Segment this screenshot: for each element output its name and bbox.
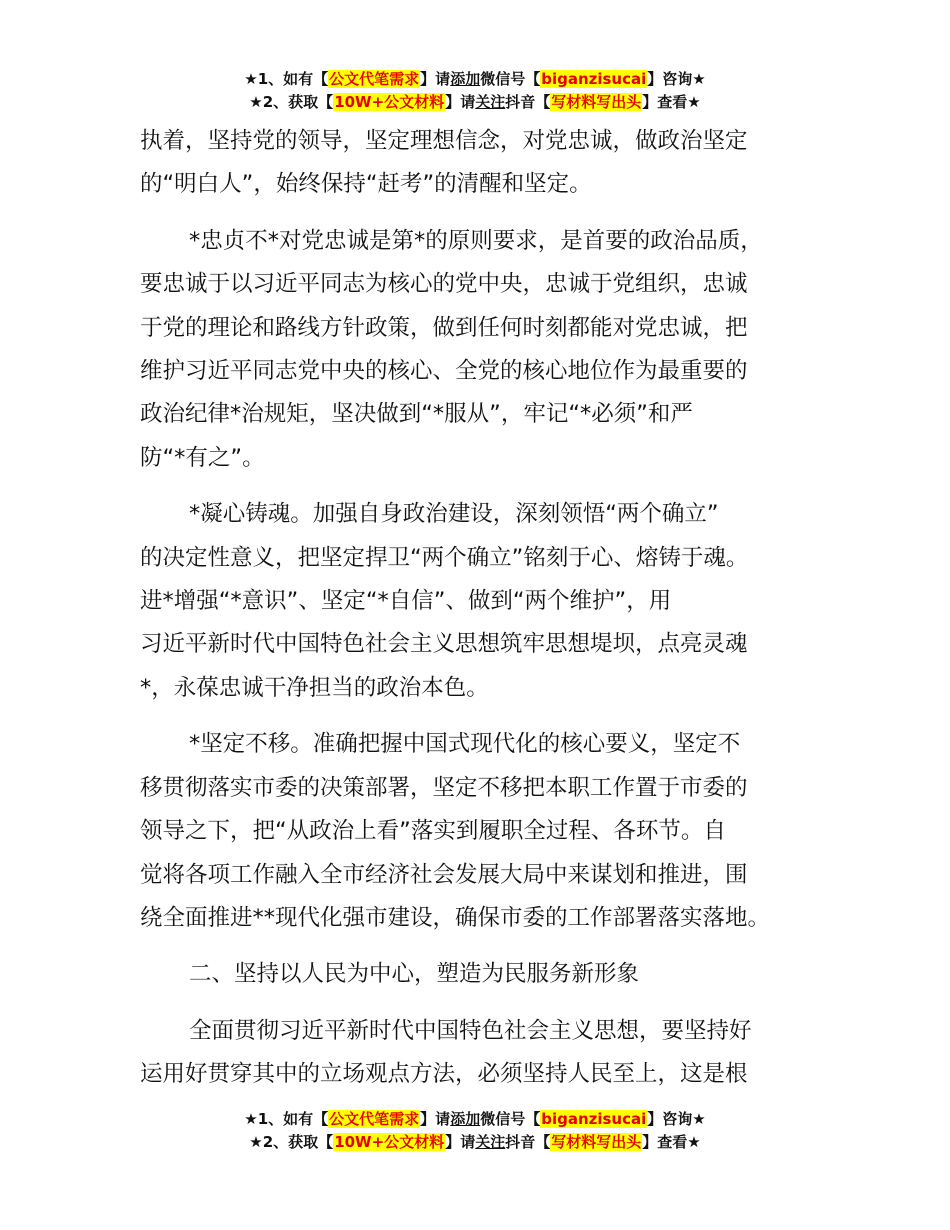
banner-line-1 bbox=[0, 68, 950, 91]
highlight-wechat-id: biganzisucai bbox=[541, 70, 647, 88]
highlight-materials: 10W+公文材料 bbox=[334, 93, 445, 111]
paragraph bbox=[140, 120, 830, 207]
footer-banner bbox=[0, 1108, 950, 1154]
banner-text: 】咨询★ bbox=[647, 70, 706, 88]
highlight-service: 公文代笔需求 bbox=[329, 1110, 420, 1128]
text-line: 的“明白人”，始终保持“赶考”的清醒和坚定。 bbox=[140, 171, 592, 198]
highlight-wechat-id: biganzisucai bbox=[541, 1110, 647, 1128]
underlined-text: 关注 bbox=[475, 1133, 506, 1151]
highlight-materials: 10W+公文材料 bbox=[334, 1133, 445, 1151]
text-line: 觉将各项工作融入全市经济社会发展大局中来谋划和推进，围 bbox=[140, 861, 748, 888]
banner-text: 抖音【 bbox=[505, 93, 551, 111]
text-line: 政治纪律*治规矩，坚决做到“*服从”，牢记“*必须”和严 bbox=[140, 401, 693, 428]
underlined-text: 添加 bbox=[450, 1110, 481, 1128]
paragraph bbox=[140, 723, 830, 940]
underlined-text: 关注 bbox=[475, 93, 506, 111]
banner-text: 】请 bbox=[420, 1110, 451, 1128]
banner-text: 微信号【 bbox=[480, 70, 541, 88]
highlight-service: 公文代笔需求 bbox=[329, 70, 420, 88]
banner-text: 抖音【 bbox=[505, 1133, 551, 1151]
text-line: *凝心铸魂。加强自身政治建设，深刻领悟“两个确立” bbox=[189, 501, 719, 528]
banner-text: 】请 bbox=[445, 93, 476, 111]
text-line: 要忠诚于以习近平同志为核心的党中央，忠诚于党组织，忠诚 bbox=[140, 271, 748, 298]
text-line: 移贯彻落实市委的决策部署，坚定不移把本职工作置于市委的 bbox=[140, 774, 748, 801]
text-line: *忠贞不*对党忠诚是第*的原则要求，是首要的政治品质， bbox=[189, 227, 763, 254]
banner-text: ★1、如有【 bbox=[244, 1110, 329, 1128]
text-line: *，永葆忠诚干净担当的政治本色。 bbox=[140, 674, 489, 701]
banner-text: 微信号【 bbox=[480, 1110, 541, 1128]
banner-text: 】查看★ bbox=[642, 93, 701, 111]
highlight-douyin-account: 写材料写出头 bbox=[551, 1133, 642, 1151]
banner-text: ★1、如有【 bbox=[244, 70, 329, 88]
banner-text: ★2、获取【 bbox=[249, 93, 334, 111]
banner-line-2 bbox=[0, 1131, 950, 1154]
text-line: 习近平新时代中国特色社会主义思想筑牢思想堤坝，点亮灵魂 bbox=[140, 631, 748, 658]
banner-line-1 bbox=[0, 1108, 950, 1131]
banner-line-2 bbox=[0, 91, 950, 114]
paragraph bbox=[140, 220, 830, 480]
text-line: 进*增强“*意识”、坚定“*自信”、做到“两个维护”，用 bbox=[140, 588, 672, 615]
header-banner bbox=[0, 68, 950, 114]
text-line: 运用好贯穿其中的立场观点方法，必须坚持人民至上，这是根 bbox=[140, 1061, 748, 1088]
document-body bbox=[140, 120, 830, 1110]
text-line: 领导之下，把“从政治上看”落实到履职全过程、各环节。自 bbox=[140, 818, 726, 845]
highlight-douyin-account: 写材料写出头 bbox=[551, 93, 642, 111]
text-line: 于党的理论和路线方针政策，做到任何时刻都能对党忠诚，把 bbox=[140, 314, 748, 341]
text-line: 的决定性意义，把坚定捍卫“两个确立”铭刻于心、熔铸于魂。 bbox=[140, 544, 749, 571]
underlined-text: 添加 bbox=[450, 70, 481, 88]
text-line: *坚定不移。准确把握中国式现代化的核心要义，坚定不 bbox=[189, 731, 741, 758]
text-line: 二、坚持以人民为中心，塑造为民服务新形象 bbox=[189, 961, 640, 988]
section-heading bbox=[140, 953, 830, 996]
banner-text: 】请 bbox=[420, 70, 451, 88]
text-line: 防“*有之”。 bbox=[140, 444, 265, 471]
paragraph bbox=[140, 493, 830, 710]
banner-text: ★2、获取【 bbox=[249, 1133, 334, 1151]
text-line: 绕全面推进**现代化强市建设，确保市委的工作部署落实落地。 bbox=[140, 904, 771, 931]
text-line: 维护习近平同志党中央的核心、全党的核心地位作为最重要的 bbox=[140, 358, 748, 385]
banner-text: 】请 bbox=[445, 1133, 476, 1151]
text-line: 全面贯彻习近平新时代中国特色社会主义思想，要坚持好 bbox=[189, 1017, 752, 1044]
paragraph bbox=[140, 1010, 830, 1097]
banner-text: 】查看★ bbox=[642, 1133, 701, 1151]
banner-text: 】咨询★ bbox=[647, 1110, 706, 1128]
text-line: 执着，坚持党的领导，坚定理想信念，对党忠诚，做政治坚定 bbox=[140, 128, 748, 154]
